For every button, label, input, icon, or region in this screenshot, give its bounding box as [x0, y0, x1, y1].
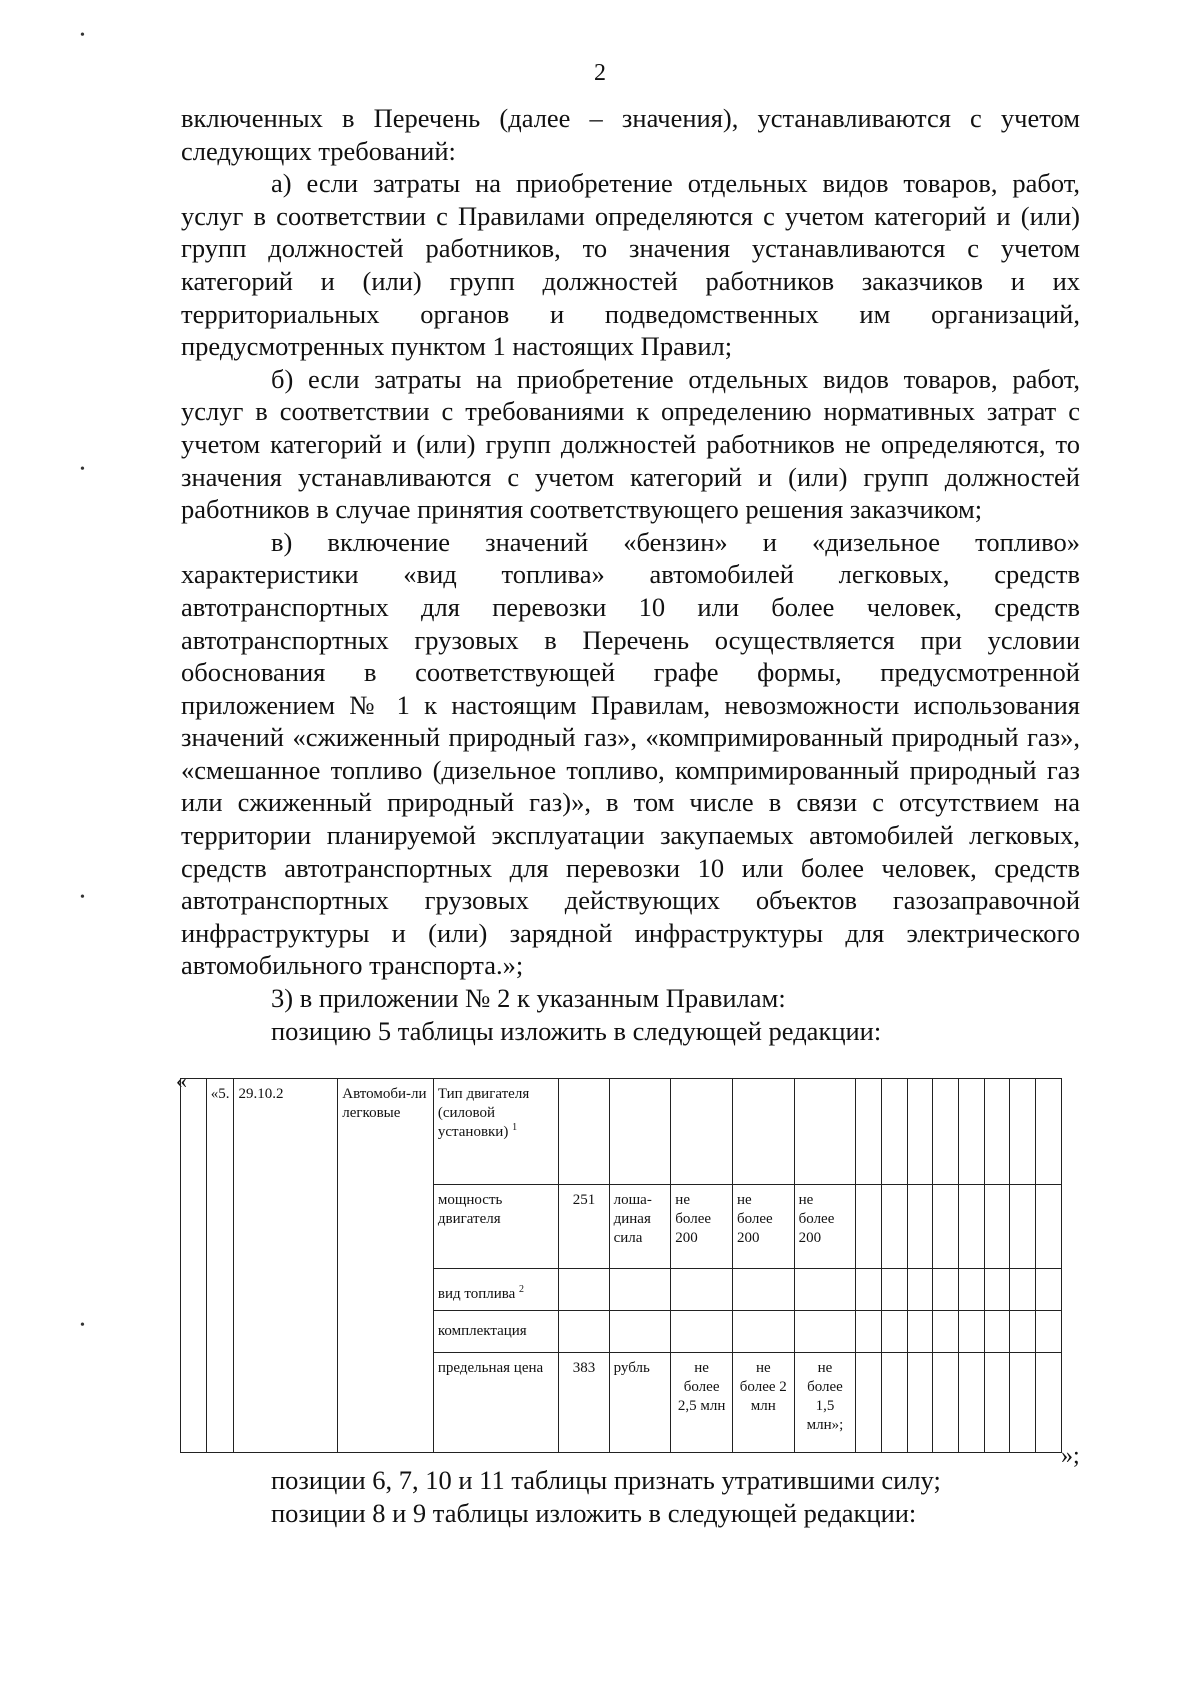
empty-cell: [907, 1269, 933, 1311]
scan-speck: •: [80, 890, 85, 905]
empty-cell: [984, 1269, 1010, 1311]
cell-characteristic: [433, 1269, 558, 1311]
table-open-quote: «: [176, 1068, 187, 1093]
empty-cell: [933, 1079, 959, 1185]
cell-okei: 251: [559, 1185, 609, 1269]
empty-cell: [882, 1353, 908, 1453]
paragraph-3: 3) в приложении № 2 к указанным Правилам:: [271, 983, 786, 1014]
cell-value: [671, 1311, 733, 1353]
empty-cell: [1010, 1185, 1036, 1269]
paragraph-v: в) включение значений «бензин» и «дизельное топливо» характеристики «вид топлива» автомобилей легковых, средств автотранспортных для перевозки 10 или более человек, средств автотранспортных грузовых в Перечень осуществляется при условии обоснования в соответствующей графе формы, предусмотренной приложением № 1 к настоящим Правилам, невозможности использования значений «сжиженный природный газ», «компримированный природный газ», «смешанное топливо (дизельное топливо, компримированный природный газ или сжиженный природный газ)», в том числе в связи с отсутствием на территории планируемой эксплуатации закупаемых автомобилей легковых, средств автотранспортных для перевозки 10 или более человек, средств автотранспортных грузовых действующих объектов газозаправочной инфраструктуры и (или) зарядной инфраструктуры для электрического автомобильного транспорта.»;: [181, 526, 1080, 981]
empty-cell: [1010, 1269, 1036, 1311]
cell-unit: [609, 1269, 671, 1311]
empty-cell: [856, 1353, 882, 1453]
empty-cell: [959, 1185, 985, 1269]
empty-cell: [907, 1185, 933, 1269]
empty-cell: [1036, 1311, 1062, 1353]
cell-characteristic-text: вид топлива: [437, 1286, 516, 1302]
cell-value: [732, 1079, 794, 1185]
paragraph-a: а) если затраты на приобретение отдельных видов товаров, работ, услуг в соответствии с Правилами определяются с учетом категорий и (или) групп должностей работников, то значения устанавливаются с учетом категорий и (или) групп должностей работников заказчиков и их территориальных органов и подведомственных им организаций, предусмотренных пунктом 1 настоящих Правил;: [181, 168, 1080, 362]
empty-cell: [856, 1185, 882, 1269]
empty-cell: [882, 1311, 908, 1353]
cell-value: не более 2 млн: [732, 1353, 794, 1453]
empty-cell: [1036, 1353, 1062, 1453]
empty-cell: [933, 1353, 959, 1453]
paragraph-positions-8-9: позиции 8 и 9 таблицы изложить в следующей редакции:: [271, 1497, 917, 1528]
empty-cell: [882, 1269, 908, 1311]
empty-cell: [856, 1079, 882, 1185]
scan-speck: •: [80, 28, 85, 43]
cell-value: [671, 1269, 733, 1311]
cell-characteristic-text: предельная цена: [437, 1360, 544, 1376]
cell-okei: [559, 1079, 609, 1185]
cell-value: не более 2,5 млн: [671, 1353, 733, 1453]
footnote-ref: 2: [519, 1284, 525, 1295]
cell-okei: 383: [559, 1353, 609, 1453]
empty-cell: [959, 1269, 985, 1311]
cell-characteristic-text: Тип двигателя (силовой установки): [437, 1086, 530, 1140]
empty-cell: [984, 1353, 1010, 1453]
cell-value: [671, 1079, 733, 1185]
cell-characteristic-text: комплектация: [437, 1323, 527, 1339]
cell-code: 29.10.2: [234, 1079, 338, 1453]
paragraph-b: б) если затраты на приобретение отдельных видов товаров, работ, услуг в соответствии с требованиями к определению нормативных затрат с учетом категорий и (или) групп должностей работников не определяются, то значения устанавливаются с учетом категорий и (или) групп должностей работников в случае принятия соответствующего решения заказчиком;: [181, 363, 1080, 525]
cell-characteristic: [433, 1079, 558, 1185]
paragraph-intro: включенных в Перечень (далее – значения), устанавливаются с учетом следующих требований:: [181, 103, 1080, 166]
table-row: [181, 1079, 1062, 1185]
empty-cell: [882, 1185, 908, 1269]
cell-value: [794, 1269, 856, 1311]
cell-value: не более 1,5 млн»;: [794, 1353, 856, 1453]
cell-value: [732, 1311, 794, 1353]
cell-characteristic: [433, 1353, 558, 1453]
empty-cell: [1010, 1079, 1036, 1185]
paragraph-position-5: позицию 5 таблицы изложить в следующей редакции:: [271, 1015, 882, 1046]
empty-cell: [959, 1079, 985, 1185]
empty-cell: [1010, 1311, 1036, 1353]
cell-value: [732, 1269, 794, 1311]
footnote-ref: 1: [512, 1122, 518, 1133]
cell-value: не более 200: [794, 1185, 856, 1269]
cell-okei: [559, 1269, 609, 1311]
cell-unit: [609, 1079, 671, 1185]
empty-cell: [984, 1311, 1010, 1353]
page-number: 2: [594, 60, 606, 86]
table-close-quote: »;: [1061, 1443, 1080, 1469]
empty-cell: [1010, 1353, 1036, 1453]
cell-okei: [559, 1311, 609, 1353]
scan-speck: •: [80, 462, 85, 477]
cell-unit: рубль: [609, 1353, 671, 1453]
empty-cell: [933, 1311, 959, 1353]
cell-position: «5.: [206, 1079, 234, 1453]
empty-cell: [856, 1269, 882, 1311]
empty-cell: [907, 1311, 933, 1353]
cell-name: Автомоби-ли легковые: [338, 1079, 434, 1453]
position-5-table-wrap: [180, 1078, 1062, 1453]
table-margin-cell: [181, 1079, 207, 1453]
empty-cell: [1036, 1185, 1062, 1269]
cell-characteristic: [433, 1311, 558, 1353]
cell-unit: [609, 1311, 671, 1353]
empty-cell: [907, 1353, 933, 1453]
scan-speck: •: [80, 1318, 85, 1333]
cell-value: [794, 1311, 856, 1353]
cell-characteristic: [433, 1185, 558, 1269]
empty-cell: [1036, 1079, 1062, 1185]
cell-unit: лоша-диная сила: [609, 1185, 671, 1269]
cell-characteristic-text: мощность двигателя: [437, 1192, 503, 1227]
paragraph-positions-void: позиции 6, 7, 10 и 11 таблицы признать утратившими силу;: [271, 1465, 941, 1495]
position-5-table: [180, 1078, 1062, 1453]
after-table-text: [181, 1464, 1080, 1529]
empty-cell: [856, 1311, 882, 1353]
empty-cell: [882, 1079, 908, 1185]
cell-value: не более 200: [671, 1185, 733, 1269]
empty-cell: [907, 1079, 933, 1185]
empty-cell: [959, 1353, 985, 1453]
empty-cell: [933, 1185, 959, 1269]
empty-cell: [984, 1185, 1010, 1269]
empty-cell: [933, 1269, 959, 1311]
empty-cell: [984, 1079, 1010, 1185]
body-text: [181, 102, 1080, 1047]
cell-value: [794, 1079, 856, 1185]
cell-value: не более 200: [732, 1185, 794, 1269]
empty-cell: [959, 1311, 985, 1353]
empty-cell: [1036, 1269, 1062, 1311]
